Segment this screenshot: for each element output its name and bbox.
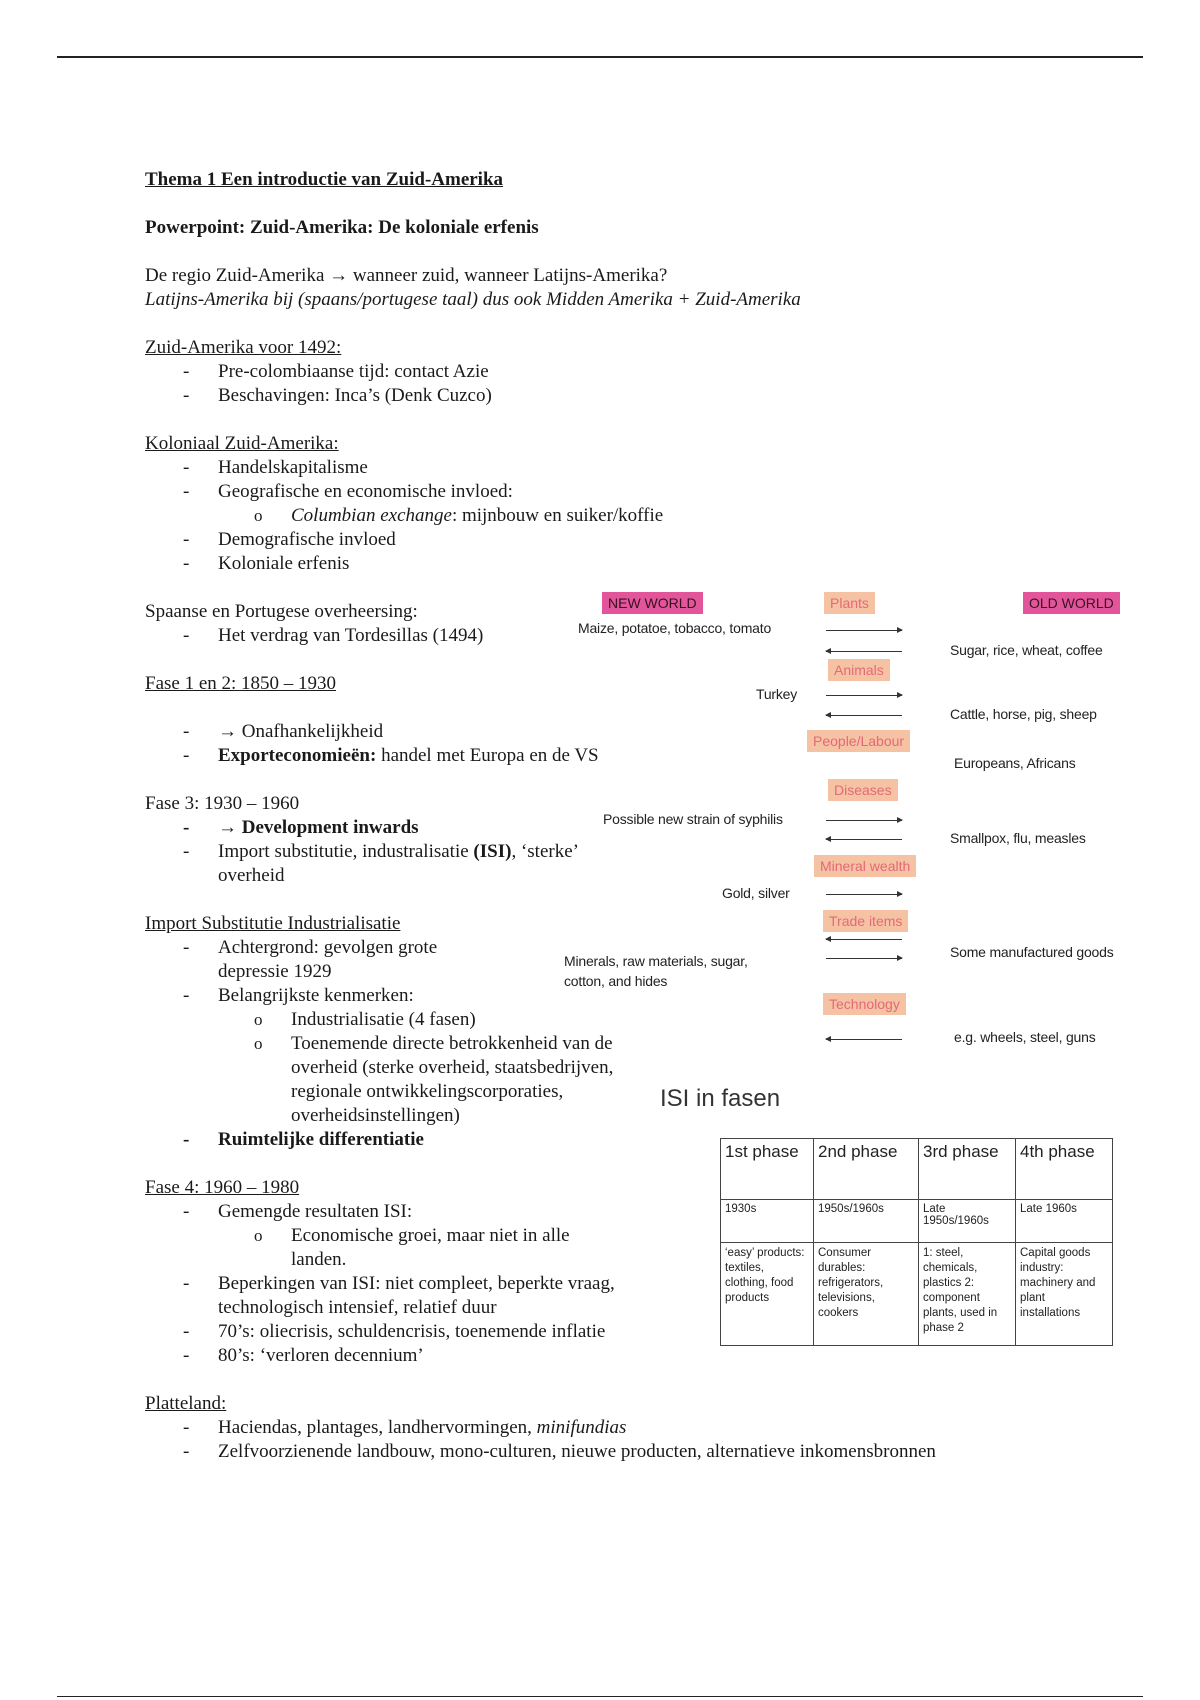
- section-heading-spaanse: Spaanse en Portugese overheersing:: [145, 601, 418, 622]
- arrow-to-new-world: [826, 651, 902, 652]
- table-header-row: [721, 1139, 1113, 1200]
- list-item: - Pre-colombiaanse tijd: contact Azie: [145, 360, 1145, 384]
- list-item: - Het verdrag van Tordesillas (1494): [145, 624, 1145, 648]
- list-item: - Achtergrond: gevolgen grote depressie 1929: [145, 936, 448, 984]
- category-trade-items: Trade items: [823, 910, 908, 932]
- arrow-to-new-world: [826, 939, 902, 940]
- list-item: - 80’s: ‘verloren decennium’: [145, 1344, 685, 1368]
- table-row: [721, 1243, 1113, 1346]
- table-cell: 1: steel, chemicals, plastics 2: component plants, used in phase 2: [919, 1243, 1016, 1346]
- category-animals: Animals: [828, 659, 890, 681]
- region-question: De regio Zuid-Amerika → wanneer zuid, wanneer Latijns-Amerika?: [145, 265, 668, 286]
- table-cell: Capital goods industry: machinery and plant installations: [1016, 1243, 1113, 1346]
- section-heading-fase3: Fase 3: 1930 – 1960: [145, 793, 300, 814]
- list-item: - Handelskapitalisme: [145, 456, 1145, 480]
- isi-phases-table: [720, 1138, 1113, 1346]
- list-item-italic: minifundias: [536, 1417, 627, 1438]
- page-title: Thema 1 Een introductie van Zuid-Amerika: [145, 169, 504, 190]
- ow-trade-text: Some manufactured goods: [950, 944, 1114, 960]
- list-item: - 70’s: oliecrisis, schuldencrisis, toenemende inflatie: [145, 1320, 685, 1344]
- list-fase3: [145, 816, 605, 888]
- list-item-text: Geografische en economische invloed:: [218, 481, 513, 502]
- sublist: [218, 504, 1145, 528]
- list-fase4: [145, 1200, 685, 1368]
- category-plants: Plants: [824, 592, 875, 614]
- table-cell: Late 1960s: [1016, 1200, 1113, 1243]
- sublist: [218, 1224, 685, 1272]
- nw-trade-text: Minerals, raw materials, sugar, cotton, and hides: [564, 953, 748, 989]
- section-heading-koloniaal: Koloniaal Zuid-Amerika:: [145, 433, 339, 454]
- list-item: [145, 1416, 1145, 1440]
- list-koloniaal: [145, 456, 1145, 576]
- arrow-to-new-world: [826, 715, 902, 716]
- list-item-text: Gemengde resultaten ISI:: [218, 1201, 413, 1222]
- table-header-cell: 1st phase: [721, 1139, 814, 1200]
- list-item-text: Haciendas, plantages, landhervormingen,: [218, 1417, 537, 1438]
- list-item: - Demografische invloed: [145, 528, 1145, 552]
- powerpoint-heading: Powerpoint: Zuid-Amerika: De koloniale erfenis: [145, 217, 539, 238]
- list-item: - Zelfvoorzienende landbouw, mono-culturen, nieuwe producten, alternatieve inkomensbronnen: [145, 1440, 1145, 1464]
- list-item: - Beperkingen van ISI: niet compleet, beperkte vraag, technologisch intensief, relatief duur: [145, 1272, 618, 1320]
- list-item: - Beschavingen: Inca’s (Denk Cuzco): [145, 384, 1145, 408]
- nw-animals-text: Turkey: [756, 686, 798, 702]
- columbian-exchange-term: Columbian exchange: [291, 505, 452, 526]
- list-item-text: , ‘sterke’ overheid: [218, 841, 578, 886]
- list-item: - → Development inwards: [145, 816, 605, 840]
- list-item: [145, 1200, 685, 1272]
- ow-plants-text: Sugar, rice, wheat, coffee: [950, 642, 1103, 658]
- list-item-bold: Exporteconomieën:: [218, 745, 377, 766]
- category-diseases: Diseases: [828, 779, 898, 801]
- list-fase12: [145, 720, 605, 768]
- table-header-cell: 2nd phase: [814, 1139, 919, 1200]
- ow-animals-text: Cattle, horse, pig, sheep: [950, 706, 1097, 722]
- old-world-label: OLD WORLD: [1023, 592, 1120, 614]
- category-mineral-wealth: Mineral wealth: [814, 855, 916, 877]
- section-heading-voor1492: Zuid-Amerika voor 1492:: [145, 337, 342, 358]
- list-platteland: [145, 1416, 1145, 1464]
- arrow-to-old-world: [826, 630, 902, 631]
- table-cell: Consumer durables: refrigerators, televisions, cookers: [814, 1243, 919, 1346]
- list-item: - Ruimtelijke differentiatie: [145, 1128, 645, 1152]
- list-voor1492: [145, 360, 1145, 408]
- sublist-item-text: : mijnbouw en suiker/koffie: [451, 505, 664, 526]
- isi-phases-title: ISI in fasen: [660, 1085, 781, 1112]
- list-item: - Koloniale erfenis: [145, 552, 1145, 576]
- ow-people-text: Europeans, Africans: [954, 755, 1076, 771]
- arrow-to-new-world: [826, 839, 902, 840]
- nw-diseases-text: Possible new strain of syphilis: [603, 811, 783, 827]
- table-cell: 1930s: [721, 1200, 814, 1243]
- list-item: [145, 840, 605, 888]
- sublist-item: o Economische groei, maar niet in alle landen.: [218, 1224, 601, 1272]
- columbian-exchange-diagram: [560, 588, 1150, 1048]
- ow-diseases-text: Smallpox, flu, measles: [950, 830, 1086, 846]
- table-header-cell: 3rd phase: [919, 1139, 1016, 1200]
- new-world-label: NEW WORLD: [602, 592, 703, 614]
- table-cell: ‘easy’ products: textiles, clothing, food products: [721, 1243, 814, 1346]
- section-heading-platteland: Platteland:: [145, 1393, 227, 1414]
- ow-tech-text: e.g. wheels, steel, guns: [954, 1029, 1096, 1045]
- arrow-to-new-world: [826, 1039, 902, 1040]
- section-heading-fase12: Fase 1 en 2: 1850 – 1930: [145, 673, 337, 694]
- list-item-text: handel met Europa en de VS: [376, 745, 599, 766]
- sublist-item: o Toenemende directe betrokkenheid van de overheid (sterke overheid, staatsbedrijven, regionale ontwikkelingscorporaties, overheidsinstellingen): [218, 1032, 621, 1128]
- top-rule: [57, 56, 1143, 58]
- section-heading-fase4: Fase 4: 1960 – 1980: [145, 1177, 300, 1198]
- bottom-rule: [57, 1696, 1143, 1697]
- arrow-to-old-world: [826, 820, 902, 821]
- table-row: [721, 1200, 1113, 1243]
- list-item: [145, 480, 1145, 528]
- list-item: - → Onafhankelijkheid: [145, 720, 605, 744]
- sublist-item: [218, 504, 1145, 528]
- nw-mineral-text: Gold, silver: [722, 885, 790, 901]
- arrow-to-old-world: [826, 695, 902, 696]
- list-item-text: Belangrijkste kenmerken:: [218, 985, 414, 1006]
- sublist-item: o Industrialisatie (4 fasen): [218, 1008, 645, 1032]
- section-heading-isi: Import Substitutie Industrialisatie: [145, 913, 401, 934]
- region-note: Latijns-Amerika bij (spaans/portugese taal) dus ook Midden Amerika + Zuid-Amerika: [145, 289, 801, 310]
- arrow-to-old-world: [826, 894, 902, 895]
- nw-plants-text: Maize, potatoe, tobacco, tomato: [578, 620, 772, 636]
- table-cell: 1950s/1960s: [814, 1200, 919, 1243]
- category-people-labour: People/Labour: [807, 730, 910, 752]
- table-cell: Late 1950s/1960s: [919, 1200, 1016, 1243]
- list-item-text: Import substitutie, industralisatie: [218, 841, 474, 862]
- category-technology: Technology: [823, 993, 906, 1015]
- list-item-bold: (ISI): [473, 841, 512, 862]
- arrow-to-old-world: [826, 958, 902, 959]
- table-header-cell: 4th phase: [1016, 1139, 1113, 1200]
- list-item: [145, 744, 605, 768]
